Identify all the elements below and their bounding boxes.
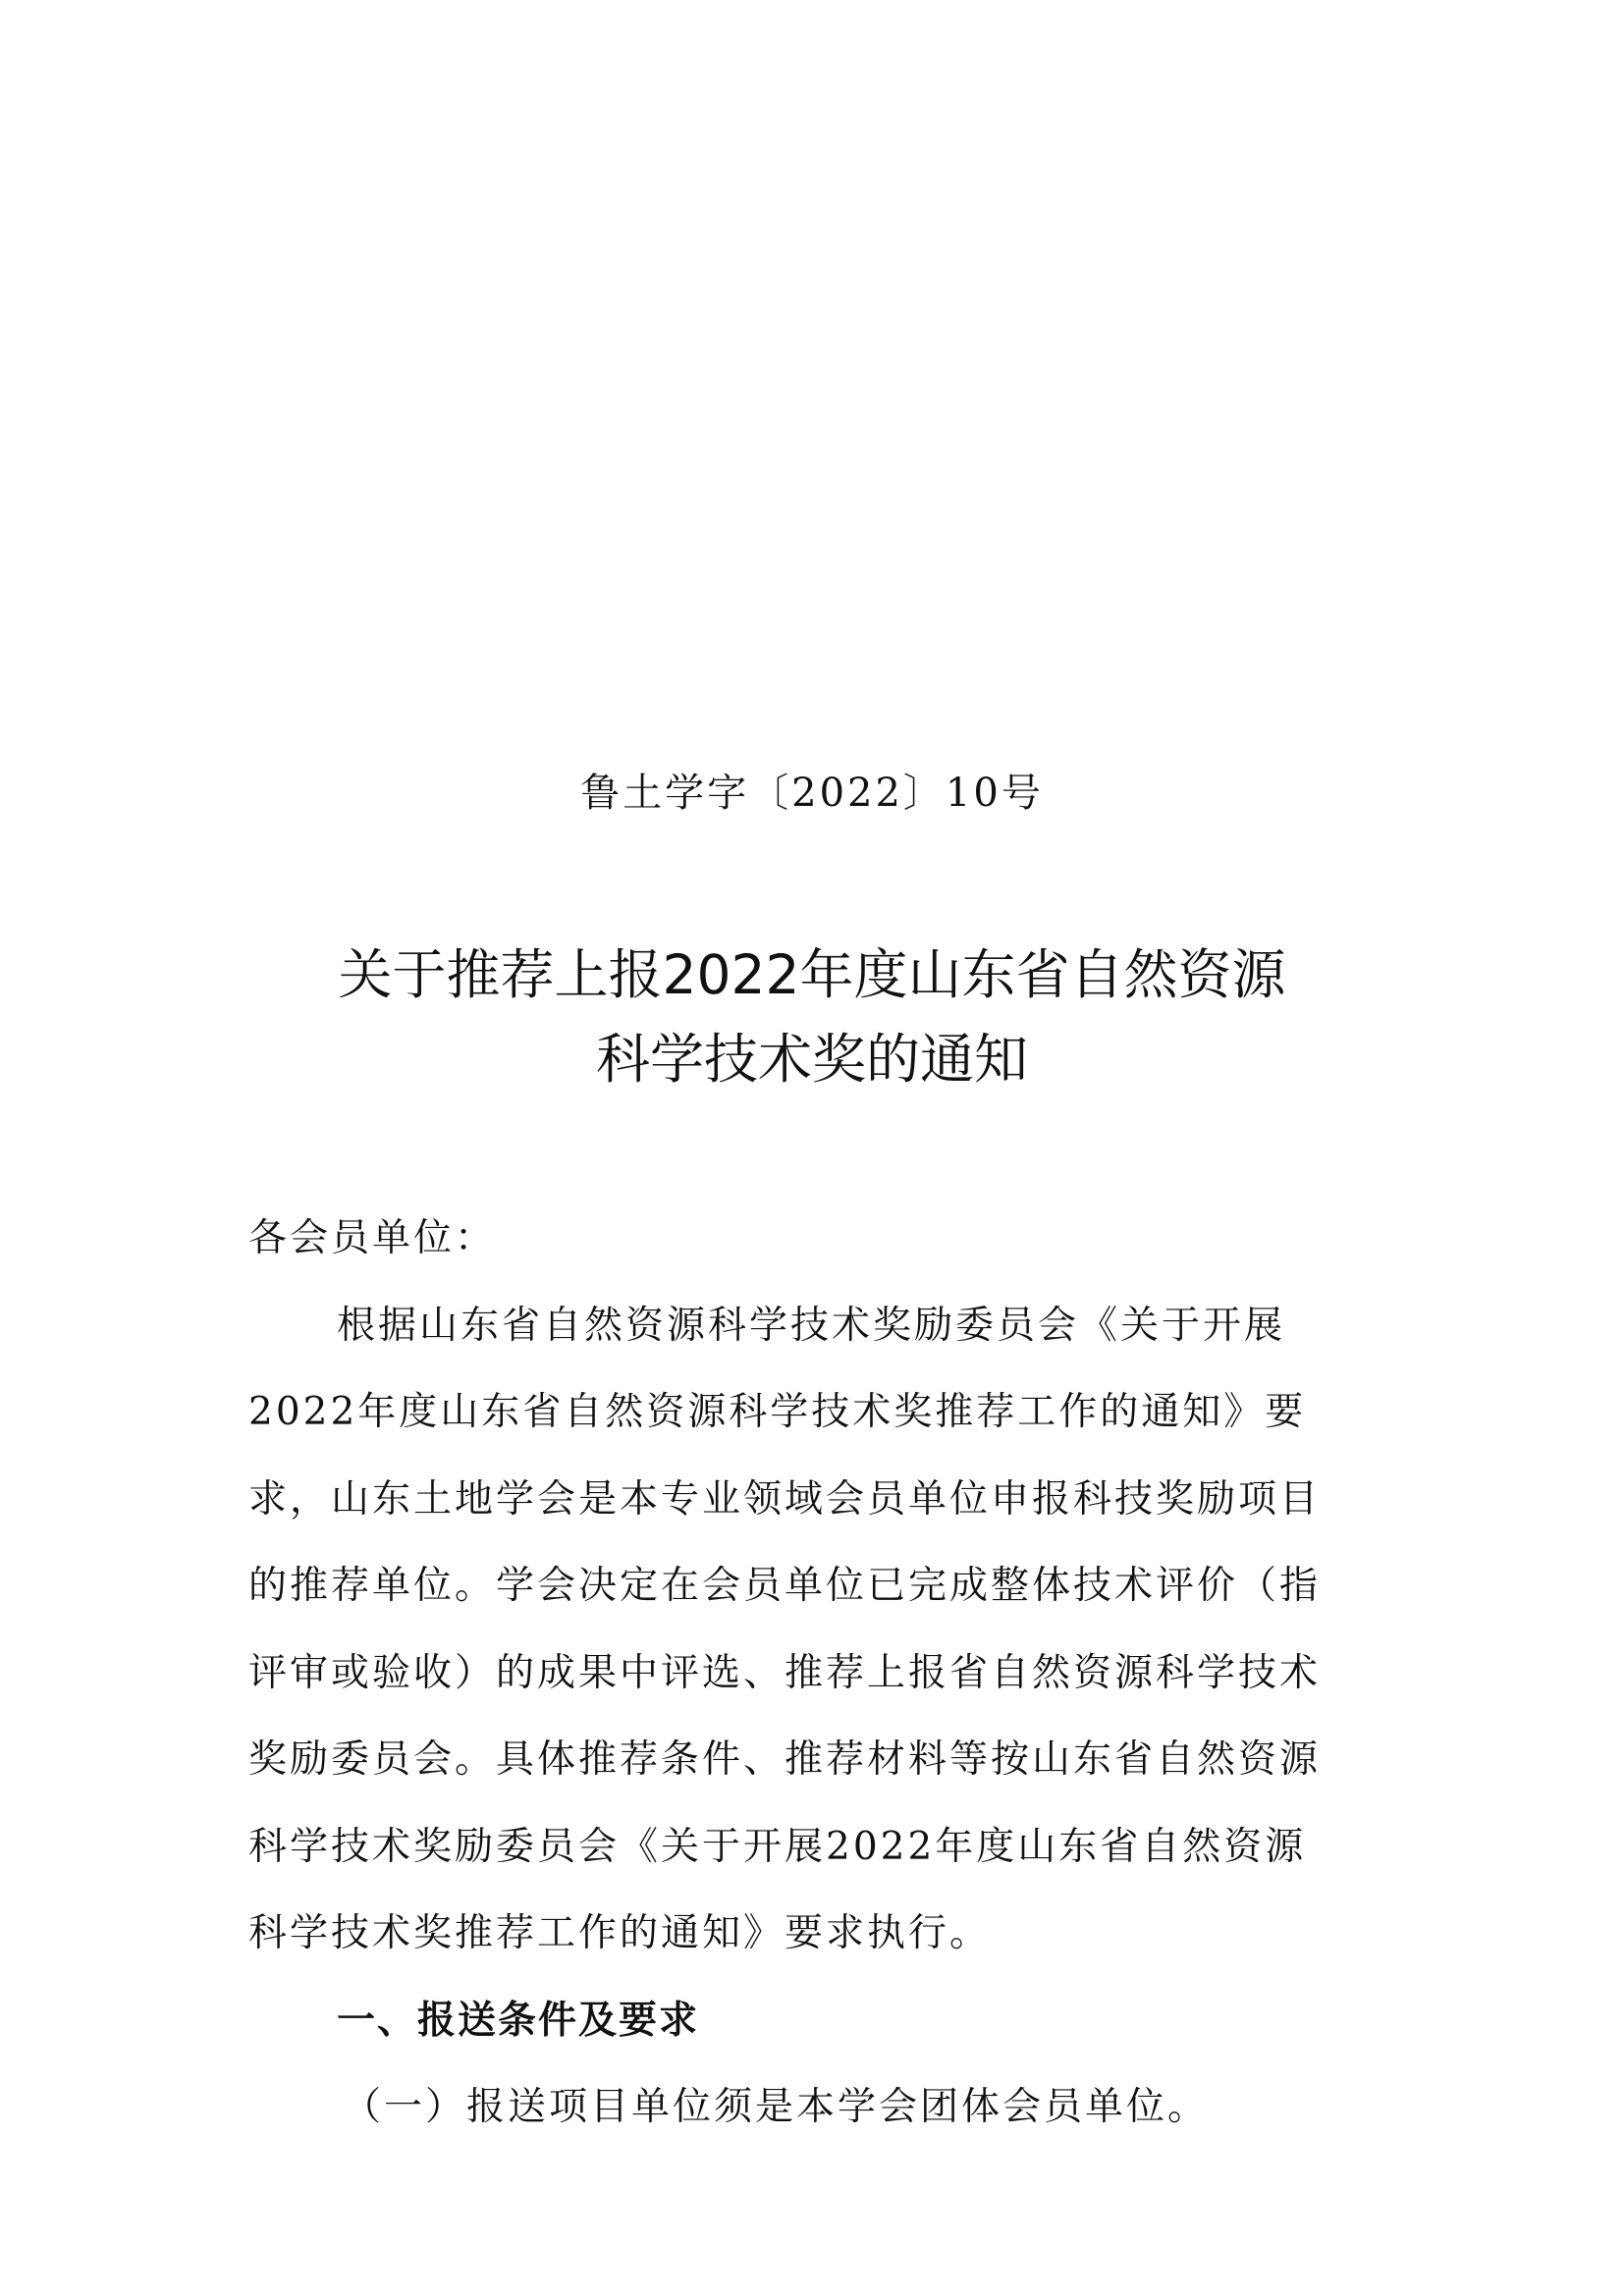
paragraph-line: 奖励委员会。具体推荐条件、推荐材料等按山东省自然资源 xyxy=(248,1737,1322,1782)
list-item: （一）报送项目单位须是本学会团体会员单位。 xyxy=(343,2085,1210,2129)
paragraph-line: 评审或验收）的成果中评选、推荐上报省自然资源科学技术 xyxy=(248,1650,1322,1695)
paragraph-line: 科学技术奖推荐工作的通知》要求执行。 xyxy=(248,1911,992,1955)
title-line-2: 科学技术奖的通知 xyxy=(595,1028,1028,1091)
paragraph-line: 2022年度山东省自然资源科学技术奖推荐工作的通知》要 xyxy=(248,1390,1307,1434)
paragraph-line: 科学技术奖励委员会《关于开展2022年度山东省自然资源 xyxy=(248,1824,1307,1869)
title-line-1: 关于推荐上报2022年度山东省自然资源 xyxy=(338,943,1286,1006)
document-title xyxy=(0,933,1624,1101)
section-heading: 一、报送条件及要求 xyxy=(337,1998,700,2043)
paragraph-line: 的推荐单位。学会决定在会员单位已完成整体技术评价（指 xyxy=(248,1564,1322,1608)
salutation: 各会员单位： xyxy=(248,1216,497,1260)
document-number: 鲁土学字〔2022〕10号 xyxy=(580,771,1044,816)
paragraph-line: 求，山东土地学会是本专业领域会员单位申报科技奖励项目 xyxy=(248,1476,1322,1522)
paragraph-line: 根据山东省自然资源科学技术奖励委员会《关于开展 xyxy=(337,1303,1286,1348)
document-body xyxy=(248,1196,1387,2152)
